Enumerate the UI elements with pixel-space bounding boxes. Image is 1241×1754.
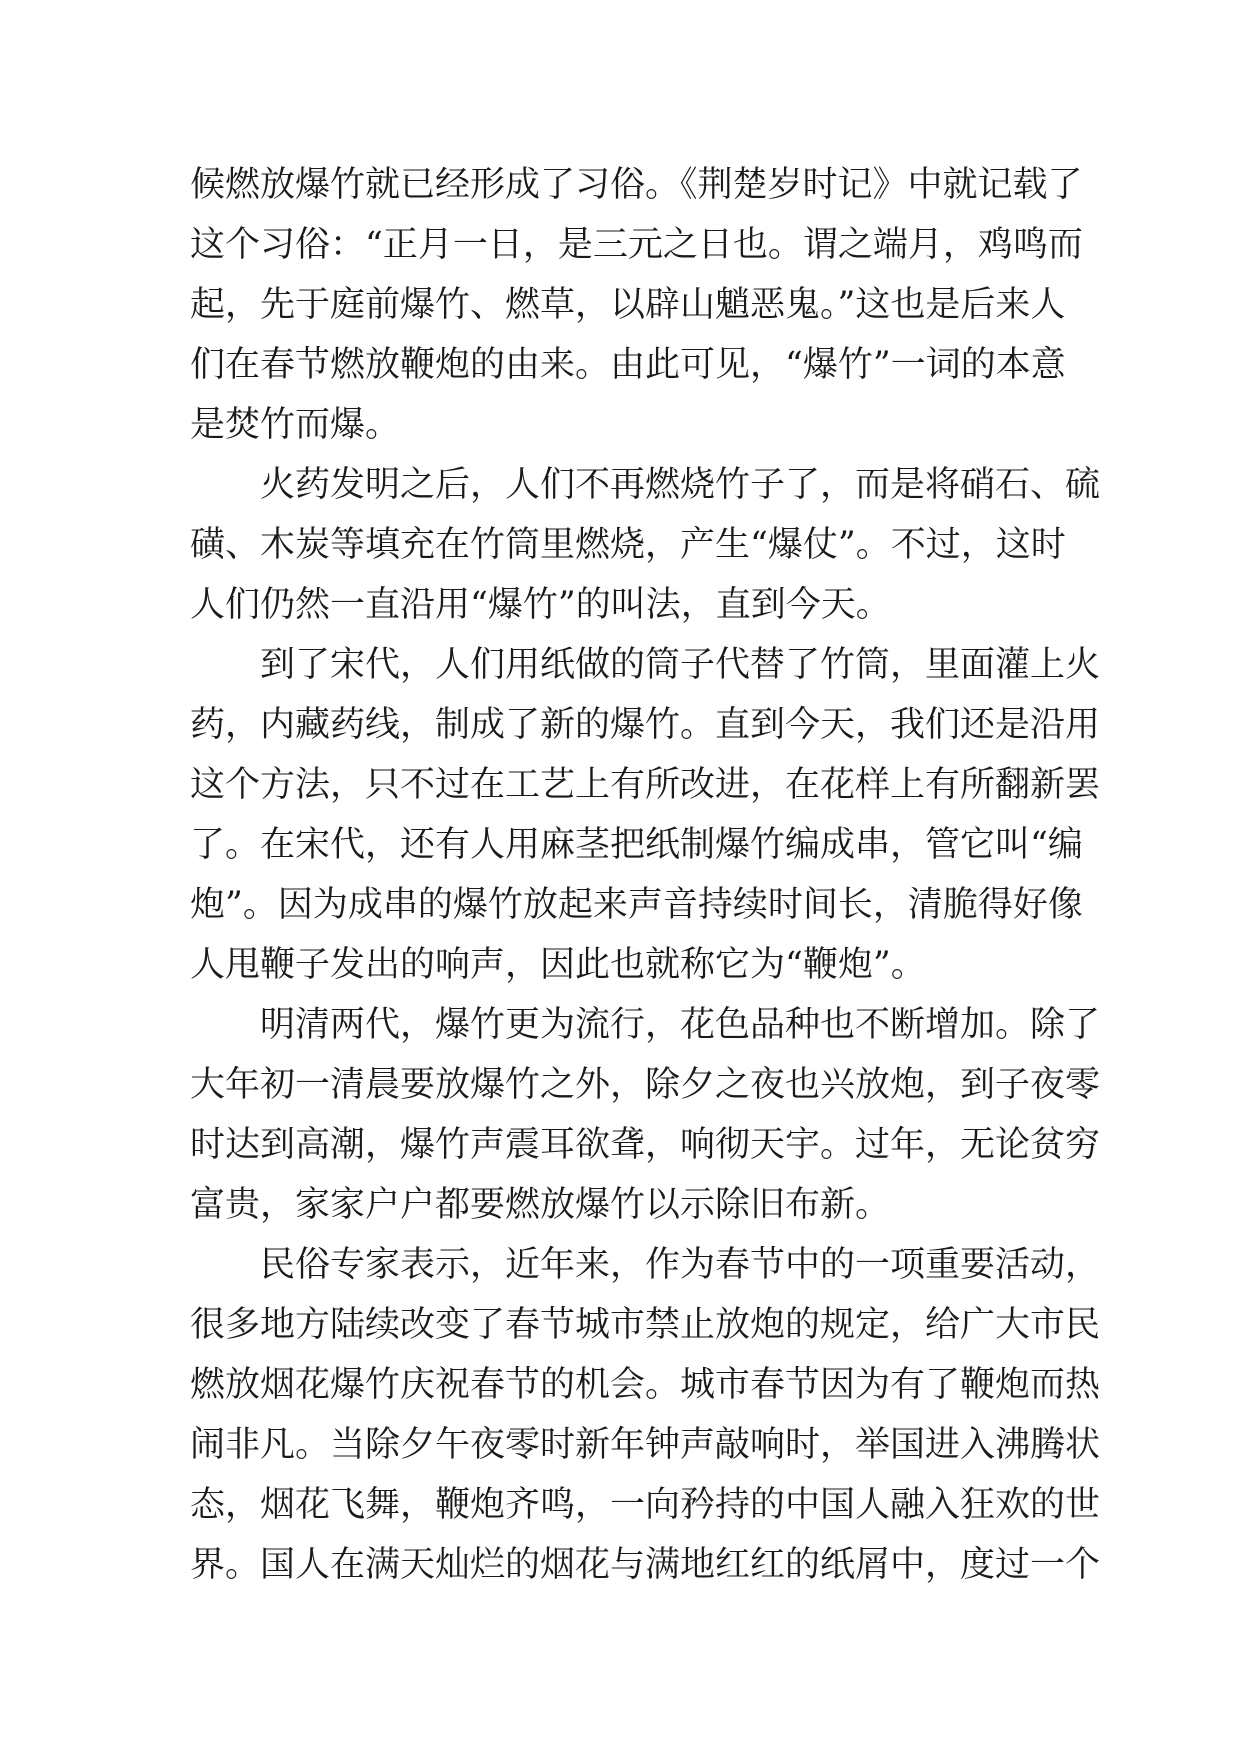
text-line: 人甩鞭子发出的响声，因此也就称它为“鞭炮”。 [190,945,926,985]
text-line: 大年初一清晨要放爆竹之外，除夕之夜也兴放炮，到子夜零 [190,1065,1101,1105]
text-line: 们在春节燃放鞭炮的由来。由此可见，“爆竹”一词的本意 [190,345,1066,385]
text-line: 这个方法，只不过在工艺上有所改进，在花样上有所翻新罢 [190,765,1101,805]
text-line: 人们仍然一直沿用“爆竹”的叫法，直到今天。 [190,585,891,625]
text-line: 富贵，家家户户都要燃放爆竹以示除旧布新。 [190,1185,891,1225]
text-line: 这个习俗：“正月一日，是三元之日也。谓之端月，鸡鸣而 [190,225,1083,265]
text-line: 候燃放爆竹就已经形成了习俗。《荆楚岁时记》中就记载了 [190,165,1083,205]
text-line: 药，内藏药线，制成了新的爆竹。直到今天，我们还是沿用 [190,705,1101,745]
text-line: 界。国人在满天灿烂的烟花与满地红红的纸屑中，度过一个 [190,1545,1101,1585]
text-line: 是焚竹而爆。 [190,405,401,445]
text-line: 了。在宋代，还有人用麻茎把纸制爆竹编成串，管它叫“编 [190,825,1083,865]
text-line: 燃放烟花爆竹庆祝春节的机会。城市春节因为有了鞭炮而热 [190,1365,1101,1405]
text-line: 闹非凡。当除夕午夜零时新年钟声敲响时，举国进入沸腾状 [190,1425,1101,1465]
text-line: 磺、木炭等填充在竹筒里燃烧，产生“爆仗”。不过，这时 [190,525,1066,565]
paragraph-start-line: 民俗专家表示，近年来，作为春节中的一项重要活动， [260,1245,1101,1285]
body-text [190,155,1101,1595]
text-line: 炮”。因为成串的爆竹放起来声音持续时间长，清脆得好像 [190,885,1083,925]
text-line: 态，烟花飞舞，鞭炮齐鸣，一向矜持的中国人融入狂欢的世 [190,1485,1101,1525]
paragraph-start-line: 火药发明之后，人们不再燃烧竹子了，而是将硝石、硫 [260,465,1101,505]
text-line: 时达到高潮，爆竹声震耳欲聋，响彻天宇。过年，无论贫穷 [190,1125,1101,1165]
paragraph-start-line: 到了宋代，人们用纸做的筒子代替了竹筒，里面灌上火 [260,645,1101,685]
paragraph-start-line: 明清两代，爆竹更为流行，花色品种也不断增加。除了 [260,1005,1101,1045]
text-line: 很多地方陆续改变了春节城市禁止放炮的规定，给广大市民 [190,1305,1101,1345]
text-line: 起，先于庭前爆竹、燃草，以辟山魈恶鬼。”这也是后来人 [190,285,1066,325]
